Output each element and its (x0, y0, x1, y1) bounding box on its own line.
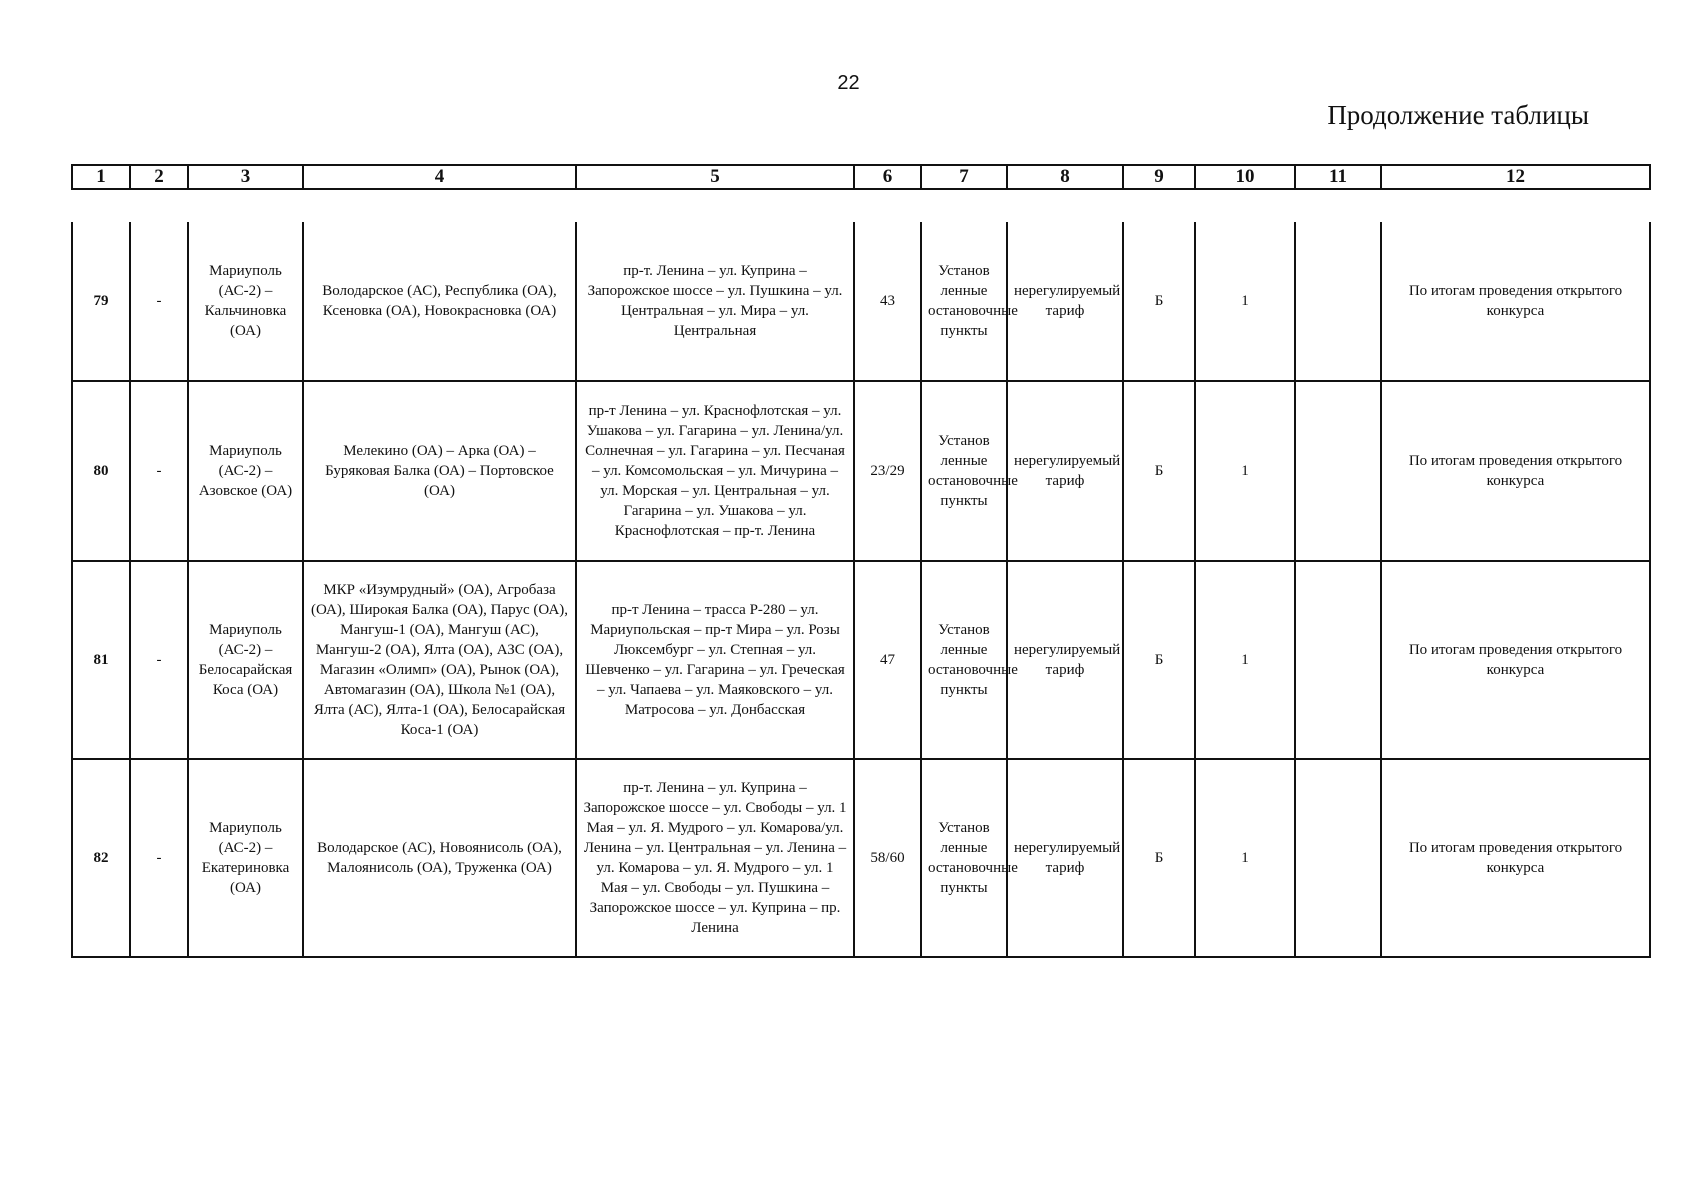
route-name: Мариуполь (АС-2) – Кальчиновка (ОА) (188, 222, 303, 381)
route-length: 43 (854, 222, 921, 381)
route-number: 80 (72, 381, 130, 561)
streets: пр-т. Ленина – ул. Куприна – Запорожское шоссе – ул. Свободы – ул. 1 Мая – ул. Я. Мудрого – ул. Комарова/ул. Ленина – ул. Центральная – ул. Ленина – ул. Комарова – ул. Я. Мудрого – ул. 1 Мая – ул. Свободы – ул. Пушкина – Запорожское шоссе – ул. Куприна – пр. Ленина (576, 759, 854, 957)
table-row (72, 381, 1650, 561)
intermediate-stops: МКР «Изумрудный» (ОА), Агробаза (ОА), Широкая Балка (ОА), Парус (ОА), Мангуш-1 (ОА), Мангуш (АС), Мангуш-2 (ОА), Ялта (ОА), АЗС (ОА), Магазин «Олимп» (ОА), Рынок (ОА), Автомагазин (ОА), Школа №1 (ОА), Ялта (АС), Ялта-1 (ОА), Белосарайская Коса-1 (ОА) (303, 561, 576, 759)
column-header: 3 (188, 165, 303, 189)
col10-cell: 1 (1195, 759, 1295, 957)
intermediate-stops: Володарское (АС), Республика (ОА), Ксеновка (ОА), Новокрасновка (ОА) (303, 222, 576, 381)
intermediate-stops: Мелекино (ОА) – Арка (ОА) – Буряковая Балка (ОА) – Портовское (ОА) (303, 381, 576, 561)
stop-type: Установ ленные остановочные пункты (921, 381, 1007, 561)
col10-cell: 1 (1195, 381, 1295, 561)
col11-cell (1295, 561, 1381, 759)
col9-cell: Б (1123, 561, 1195, 759)
streets: пр-т. Ленина – ул. Куприна – Запорожское шоссе – ул. Пушкина – ул. Центральная – ул. Мира – ул. Центральная (576, 222, 854, 381)
route-length: 23/29 (854, 381, 921, 561)
col2-cell: - (130, 222, 188, 381)
route-number: 81 (72, 561, 130, 759)
route-name: Мариуполь (АС-2) – Азовское (ОА) (188, 381, 303, 561)
route-name: Мариуполь (АС-2) – Екатериновка (ОА) (188, 759, 303, 957)
table-row (72, 222, 1650, 381)
continuation-title: Продолжение таблицы (1327, 100, 1589, 130)
column-header: 11 (1295, 165, 1381, 189)
route-number: 79 (72, 222, 130, 381)
col9-cell: Б (1123, 222, 1195, 381)
column-header: 4 (303, 165, 576, 189)
stop-type: Установ ленные остановочные пункты (921, 222, 1007, 381)
tariff: нерегулируемый тариф (1007, 759, 1123, 957)
streets: пр-т Ленина – ул. Краснофлотская – ул. Ушакова – ул. Гагарина – ул. Ленина/ул. Солнечная – ул. Гагарина – ул. Песчаная – ул. Комсомольская – ул. Мичурина – ул. Морская – ул. Центральная – ул. Гагарина – ул. Ушакова – ул. Краснофлотская – пр-т. Ленина (576, 381, 854, 561)
route-length: 58/60 (854, 759, 921, 957)
col11-cell (1295, 381, 1381, 561)
column-header: 10 (1195, 165, 1295, 189)
column-header: 1 (72, 165, 130, 189)
col10-cell: 1 (1195, 222, 1295, 381)
intermediate-stops: Володарское (АС), Новоянисоль (ОА), Малоянисоль (ОА), Труженка (ОА) (303, 759, 576, 957)
col11-cell (1295, 222, 1381, 381)
route-name: Мариуполь (АС-2) – Белосарайская Коса (ОА) (188, 561, 303, 759)
page-number: 22 (837, 72, 860, 94)
basis: По итогам проведения открытого конкурса (1381, 381, 1650, 561)
tariff: нерегулируемый тариф (1007, 381, 1123, 561)
basis: По итогам проведения открытого конкурса (1381, 561, 1650, 759)
basis: По итогам проведения открытого конкурса (1381, 759, 1650, 957)
routes-table (71, 222, 1651, 958)
route-number: 82 (72, 759, 130, 957)
column-header: 7 (921, 165, 1007, 189)
stop-type: Установ ленные остановочные пункты (921, 759, 1007, 957)
column-header: 5 (576, 165, 854, 189)
column-header: 12 (1381, 165, 1650, 189)
col10-cell: 1 (1195, 561, 1295, 759)
column-header: 6 (854, 165, 921, 189)
stop-type: Установ ленные остановочные пункты (921, 561, 1007, 759)
tariff: нерегулируемый тариф (1007, 222, 1123, 381)
col2-cell: - (130, 561, 188, 759)
col9-cell: Б (1123, 759, 1195, 957)
column-header: 8 (1007, 165, 1123, 189)
basis: По итогам проведения открытого конкурса (1381, 222, 1650, 381)
col9-cell: Б (1123, 381, 1195, 561)
col11-cell (1295, 759, 1381, 957)
column-number-header (71, 164, 1651, 190)
tariff: нерегулируемый тариф (1007, 561, 1123, 759)
column-header: 9 (1123, 165, 1195, 189)
table-row (72, 561, 1650, 759)
route-length: 47 (854, 561, 921, 759)
table-row (72, 759, 1650, 957)
streets: пр-т Ленина – трасса Р-280 – ул. Мариупольская – пр-т Мира – ул. Розы Люксембург – ул. Степная – ул. Шевченко – ул. Гагарина – ул. Греческая – ул. Чапаева – ул. Маяковского – ул. Матросова – ул. Донбасская (576, 561, 854, 759)
column-header: 2 (130, 165, 188, 189)
col2-cell: - (130, 759, 188, 957)
col2-cell: - (130, 381, 188, 561)
